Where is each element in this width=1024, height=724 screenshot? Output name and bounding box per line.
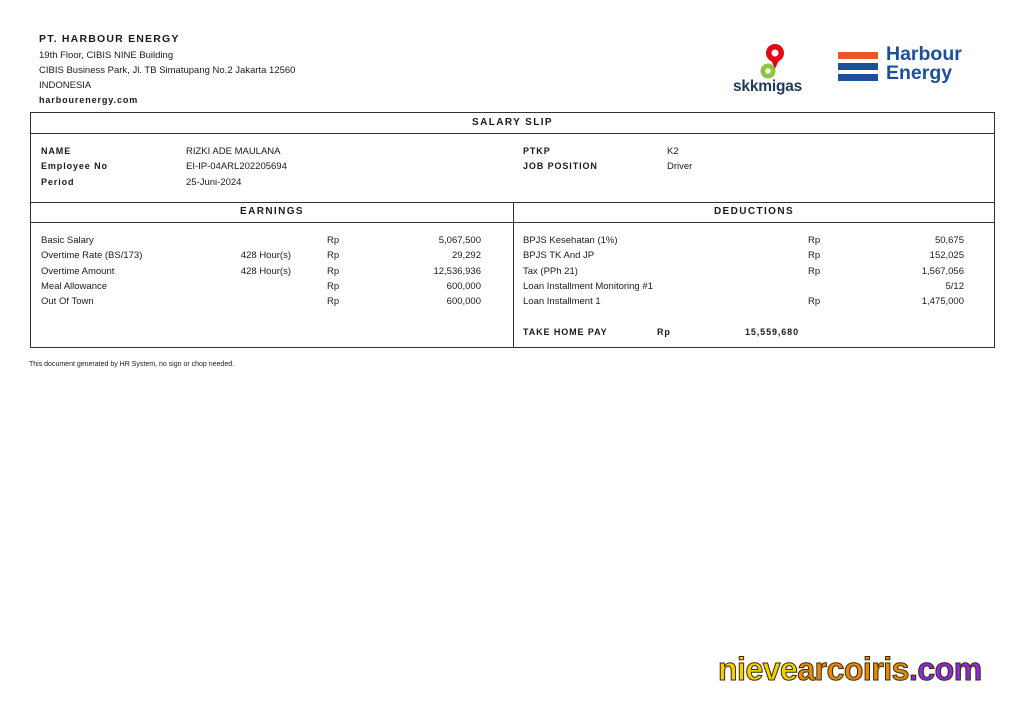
deduction-currency: Rp <box>808 235 821 246</box>
harbour-wordmark <box>886 45 962 83</box>
deduction-label: Loan Installment 1 <box>523 296 601 307</box>
earning-label: Meal Allowance <box>41 281 108 292</box>
name-value: RIZKI ADE MAULANA <box>186 146 281 157</box>
divider-title <box>31 133 994 134</box>
take-home-pay-amount: 15,559,680 <box>744 327 799 337</box>
deduction-label: BPJS Kesehatan (1%) <box>523 235 618 246</box>
company-name: PT. HARBOUR ENERGY <box>39 33 180 45</box>
skkmigas-logo <box>730 42 822 98</box>
employee-no-value: EI-IP-04ARL202205694 <box>186 161 287 172</box>
company-header <box>39 32 295 108</box>
take-home-pay-currency: Rp <box>657 327 671 337</box>
deduction-label: Loan Installment Monitoring #1 <box>523 281 653 292</box>
company-website: harbourenergy.com <box>39 95 139 105</box>
earning-qty: 428 Hour(s) <box>240 250 291 261</box>
job-position-value: Driver <box>667 161 693 172</box>
deduction-currency: Rp <box>808 250 821 261</box>
earning-label: Out Of Town <box>41 296 94 307</box>
deduction-currency: Rp <box>808 266 821 277</box>
harbour-energy-logo <box>838 43 968 91</box>
company-address-line2: CIBIS Business Park, Jl. TB Simatupang No.2 Jakarta 12560 <box>39 65 296 76</box>
harbour-stripes-icon <box>838 52 882 88</box>
skkmigas-pin-icon <box>730 42 822 82</box>
slip-title: SALARY SLIP <box>472 117 553 128</box>
skkmigas-wordmark: skkmigas <box>733 78 803 95</box>
watermark <box>718 651 982 688</box>
earning-amount: 29,292 <box>451 250 481 261</box>
deduction-amount: 1,567,056 <box>921 266 964 277</box>
watermark-part-3: .com <box>908 651 982 687</box>
employee-no-label: Employee No <box>41 161 108 171</box>
deduction-label: BPJS TK And JP <box>523 250 595 261</box>
name-label: NAME <box>41 146 72 156</box>
watermark-part-2: arcoiris <box>797 651 909 687</box>
period-value: 25-Juni-2024 <box>186 177 242 188</box>
earning-amount: 5,067,500 <box>438 235 481 246</box>
earning-qty: 428 Hour(s) <box>240 266 291 277</box>
period-label: Period <box>41 177 75 187</box>
earning-currency: Rp <box>327 281 340 292</box>
harbour-word-2: Energy <box>886 62 953 84</box>
job-position-label: JOB POSITION <box>523 161 598 171</box>
deduction-amount: 1,475,000 <box>921 296 964 307</box>
earnings-title: EARNINGS <box>240 206 304 217</box>
earning-currency: Rp <box>327 250 340 261</box>
take-home-pay-label: TAKE HOME PAY <box>523 327 608 337</box>
deduction-amount: 50,675 <box>934 235 964 246</box>
divider-sections <box>31 222 994 223</box>
deductions-title: DEDUCTIONS <box>713 206 795 217</box>
deduction-label: Tax (PPh 21) <box>523 266 578 277</box>
earning-label: Overtime Rate (BS/173) <box>41 250 143 261</box>
footer-note: This document generated by HR System, no sign or chop needed. <box>29 361 235 368</box>
earning-amount: 12,536,936 <box>433 266 481 277</box>
earning-currency: Rp <box>327 296 340 307</box>
earning-label: Overtime Amount <box>41 266 115 277</box>
earning-label: Basic Salary <box>41 235 94 246</box>
deduction-amount: 152,025 <box>929 250 964 261</box>
earning-currency: Rp <box>327 266 340 277</box>
ptkp-label: PTKP <box>523 146 551 156</box>
company-address-line1: 19th Floor, CIBIS NINE Building <box>39 50 174 61</box>
ptkp-value: K2 <box>667 146 679 157</box>
harbour-word-1: Harbour <box>886 43 962 65</box>
divider-columns <box>513 202 514 347</box>
earning-amount: 600,000 <box>446 296 481 307</box>
deduction-amount: 5/12 <box>945 281 964 292</box>
earning-amount: 600,000 <box>446 281 481 292</box>
earning-currency: Rp <box>327 235 340 246</box>
deduction-currency: Rp <box>808 296 821 307</box>
watermark-part-1: nieve <box>718 651 798 687</box>
salary-slip <box>30 112 995 348</box>
company-country: INDONESIA <box>39 80 92 91</box>
